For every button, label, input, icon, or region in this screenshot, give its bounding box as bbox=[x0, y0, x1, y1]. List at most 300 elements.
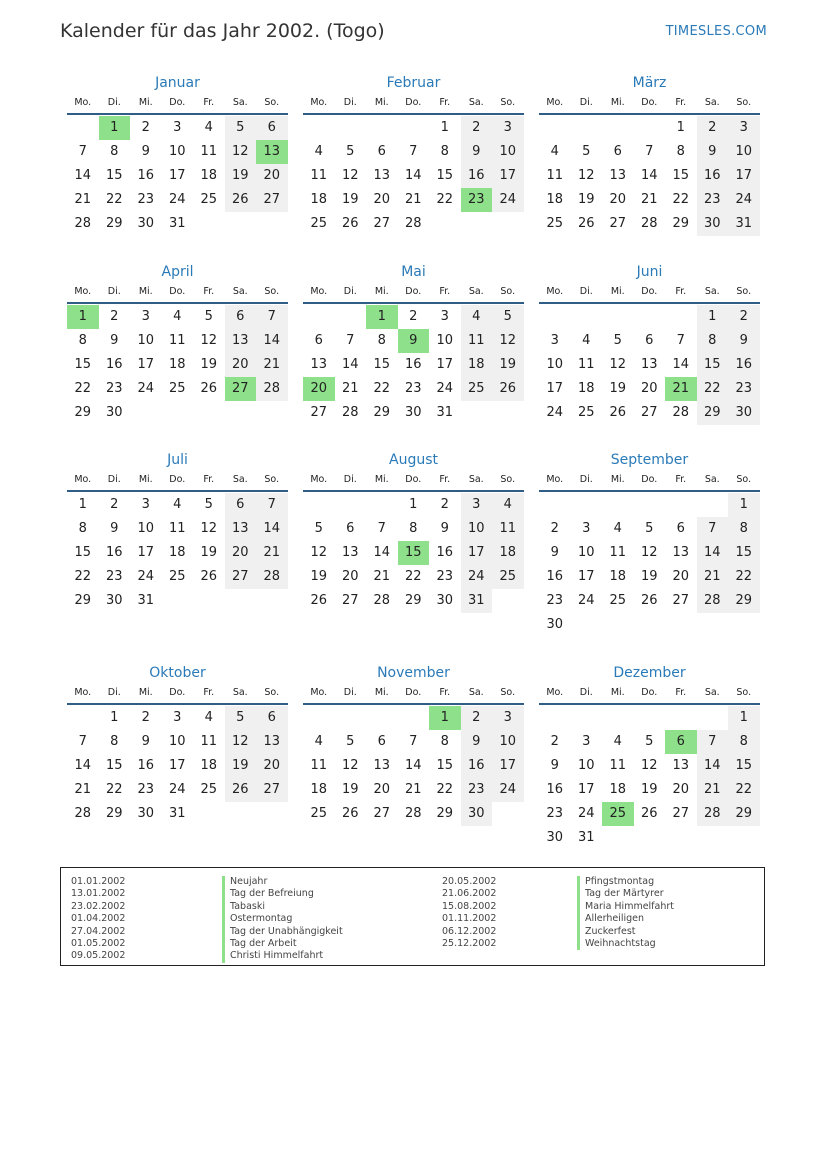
day-cell[interactable]: 17 bbox=[546, 381, 564, 396]
day-cell[interactable]: 11 bbox=[609, 758, 627, 773]
day-cell[interactable]: 2 bbox=[728, 305, 760, 329]
day-cell[interactable]: 27 bbox=[373, 806, 391, 821]
day-cell[interactable]: 13 bbox=[256, 730, 288, 754]
day-cell[interactable]: 26 bbox=[225, 778, 257, 802]
day-cell[interactable]: 12 bbox=[310, 545, 328, 560]
day-cell[interactable]: 20 bbox=[373, 782, 391, 797]
day-cell[interactable]: 21 bbox=[404, 192, 422, 207]
day-cell[interactable]: 7 bbox=[409, 734, 418, 749]
day-cell[interactable]: 28 bbox=[74, 216, 92, 231]
day-cell[interactable]: 25 bbox=[577, 405, 595, 420]
day-cell[interactable]: 21 bbox=[665, 377, 697, 401]
day-cell[interactable]: 22 bbox=[74, 569, 92, 584]
day-cell[interactable]: 22 bbox=[436, 782, 454, 797]
day-cell[interactable]: 23 bbox=[105, 569, 123, 584]
day-cell[interactable]: 20 bbox=[640, 381, 658, 396]
day-cell[interactable]: 6 bbox=[256, 706, 288, 730]
day-cell[interactable]: 23 bbox=[728, 377, 760, 401]
day-cell[interactable]: 17 bbox=[461, 541, 493, 565]
day-cell[interactable]: 26 bbox=[640, 593, 658, 608]
day-cell[interactable]: 5 bbox=[492, 305, 524, 329]
day-cell[interactable]: 6 bbox=[377, 734, 386, 749]
day-cell[interactable]: 9 bbox=[398, 329, 430, 353]
day-cell[interactable]: 6 bbox=[225, 305, 257, 329]
day-cell[interactable]: 30 bbox=[137, 806, 155, 821]
day-cell[interactable]: 30 bbox=[436, 593, 454, 608]
day-cell[interactable]: 29 bbox=[105, 216, 123, 231]
day-cell[interactable]: 20 bbox=[303, 377, 335, 401]
day-cell[interactable]: 13 bbox=[609, 168, 627, 183]
day-cell[interactable]: 23 bbox=[105, 381, 123, 396]
day-cell[interactable]: 30 bbox=[105, 593, 123, 608]
day-cell[interactable]: 16 bbox=[697, 164, 729, 188]
day-cell[interactable]: 25 bbox=[602, 802, 634, 826]
day-cell[interactable]: 22 bbox=[105, 192, 123, 207]
day-cell[interactable]: 2 bbox=[461, 706, 493, 730]
day-cell[interactable]: 3 bbox=[440, 309, 449, 324]
day-cell[interactable]: 23 bbox=[137, 192, 155, 207]
day-cell[interactable]: 8 bbox=[110, 734, 119, 749]
day-cell[interactable]: 6 bbox=[676, 521, 685, 536]
day-cell[interactable]: 23 bbox=[461, 188, 493, 212]
day-cell[interactable]: 12 bbox=[200, 333, 218, 348]
day-cell[interactable]: 18 bbox=[200, 168, 218, 183]
day-cell[interactable]: 12 bbox=[225, 730, 257, 754]
day-cell[interactable]: 9 bbox=[440, 521, 449, 536]
day-cell[interactable]: 11 bbox=[200, 734, 218, 749]
day-cell[interactable]: 24 bbox=[137, 569, 155, 584]
day-cell[interactable]: 8 bbox=[697, 329, 729, 353]
day-cell[interactable]: 17 bbox=[137, 545, 155, 560]
day-cell[interactable]: 17 bbox=[492, 164, 524, 188]
day-cell[interactable]: 10 bbox=[168, 144, 186, 159]
day-cell[interactable]: 22 bbox=[373, 381, 391, 396]
day-cell[interactable]: 19 bbox=[609, 381, 627, 396]
day-cell[interactable]: 23 bbox=[461, 778, 493, 802]
day-cell[interactable]: 16 bbox=[728, 353, 760, 377]
day-cell[interactable]: 17 bbox=[168, 168, 186, 183]
day-cell[interactable]: 21 bbox=[697, 778, 729, 802]
day-cell[interactable]: 19 bbox=[341, 192, 359, 207]
day-cell[interactable]: 26 bbox=[200, 569, 218, 584]
day-cell[interactable]: 6 bbox=[377, 144, 386, 159]
day-cell[interactable]: 21 bbox=[697, 565, 729, 589]
brand-link[interactable]: TIMESLES.COM bbox=[665, 24, 767, 39]
day-cell[interactable]: 21 bbox=[373, 569, 391, 584]
day-cell[interactable]: 8 bbox=[78, 521, 87, 536]
day-cell[interactable]: 15 bbox=[105, 168, 123, 183]
day-cell[interactable]: 8 bbox=[78, 333, 87, 348]
day-cell[interactable]: 19 bbox=[225, 164, 257, 188]
day-cell[interactable]: 21 bbox=[74, 782, 92, 797]
day-cell[interactable]: 5 bbox=[645, 734, 654, 749]
day-cell[interactable]: 11 bbox=[310, 168, 328, 183]
day-cell[interactable]: 19 bbox=[577, 192, 595, 207]
day-cell[interactable]: 24 bbox=[168, 782, 186, 797]
day-cell[interactable]: 24 bbox=[577, 806, 595, 821]
day-cell[interactable]: 13 bbox=[310, 357, 328, 372]
day-cell[interactable]: 9 bbox=[461, 140, 493, 164]
day-cell[interactable]: 19 bbox=[492, 353, 524, 377]
day-cell[interactable]: 18 bbox=[609, 569, 627, 584]
day-cell[interactable]: 11 bbox=[609, 545, 627, 560]
day-cell[interactable]: 13 bbox=[373, 168, 391, 183]
day-cell[interactable]: 24 bbox=[492, 188, 524, 212]
day-cell[interactable]: 25 bbox=[168, 381, 186, 396]
day-cell[interactable]: 18 bbox=[609, 782, 627, 797]
day-cell[interactable]: 14 bbox=[404, 168, 422, 183]
day-cell[interactable]: 26 bbox=[225, 188, 257, 212]
day-cell[interactable]: 18 bbox=[461, 353, 493, 377]
day-cell[interactable]: 25 bbox=[200, 782, 218, 797]
day-cell[interactable]: 9 bbox=[550, 545, 559, 560]
day-cell[interactable]: 27 bbox=[373, 216, 391, 231]
day-cell[interactable]: 26 bbox=[640, 806, 658, 821]
day-cell[interactable]: 4 bbox=[550, 144, 559, 159]
day-cell[interactable]: 15 bbox=[672, 168, 690, 183]
day-cell[interactable]: 28 bbox=[373, 593, 391, 608]
day-cell[interactable]: 9 bbox=[728, 329, 760, 353]
day-cell[interactable]: 1 bbox=[78, 497, 87, 512]
day-cell[interactable]: 4 bbox=[461, 305, 493, 329]
day-cell[interactable]: 5 bbox=[225, 706, 257, 730]
day-cell[interactable]: 28 bbox=[404, 806, 422, 821]
day-cell[interactable]: 1 bbox=[676, 120, 685, 135]
day-cell[interactable]: 10 bbox=[168, 734, 186, 749]
day-cell[interactable]: 23 bbox=[546, 806, 564, 821]
day-cell[interactable]: 5 bbox=[346, 144, 355, 159]
day-cell[interactable]: 7 bbox=[697, 730, 729, 754]
day-cell[interactable]: 10 bbox=[728, 140, 760, 164]
day-cell[interactable]: 1 bbox=[728, 493, 760, 517]
day-cell[interactable]: 27 bbox=[225, 377, 257, 401]
day-cell[interactable]: 9 bbox=[141, 144, 150, 159]
day-cell[interactable]: 28 bbox=[74, 806, 92, 821]
day-cell[interactable]: 9 bbox=[141, 734, 150, 749]
day-cell[interactable]: 22 bbox=[672, 192, 690, 207]
day-cell[interactable]: 29 bbox=[436, 806, 454, 821]
day-cell[interactable]: 30 bbox=[105, 405, 123, 420]
day-cell[interactable]: 9 bbox=[110, 521, 119, 536]
day-cell[interactable]: 19 bbox=[225, 754, 257, 778]
day-cell[interactable]: 31 bbox=[461, 589, 493, 613]
day-cell[interactable]: 21 bbox=[640, 192, 658, 207]
day-cell[interactable]: 3 bbox=[550, 333, 559, 348]
day-cell[interactable]: 2 bbox=[409, 309, 418, 324]
day-cell[interactable]: 7 bbox=[409, 144, 418, 159]
day-cell[interactable]: 29 bbox=[728, 589, 760, 613]
day-cell[interactable]: 11 bbox=[200, 144, 218, 159]
day-cell[interactable]: 5 bbox=[225, 116, 257, 140]
day-cell[interactable]: 1 bbox=[67, 305, 99, 329]
day-cell[interactable]: 26 bbox=[577, 216, 595, 231]
day-cell[interactable]: 10 bbox=[461, 517, 493, 541]
day-cell[interactable]: 24 bbox=[577, 593, 595, 608]
day-cell[interactable]: 3 bbox=[492, 116, 524, 140]
day-cell[interactable]: 2 bbox=[110, 497, 119, 512]
day-cell[interactable]: 29 bbox=[373, 405, 391, 420]
day-cell[interactable]: 25 bbox=[546, 216, 564, 231]
day-cell[interactable]: 26 bbox=[341, 806, 359, 821]
day-cell[interactable]: 5 bbox=[582, 144, 591, 159]
day-cell[interactable]: 30 bbox=[546, 617, 564, 632]
day-cell[interactable]: 25 bbox=[310, 216, 328, 231]
day-cell[interactable]: 16 bbox=[546, 782, 564, 797]
day-cell[interactable]: 26 bbox=[492, 377, 524, 401]
day-cell[interactable]: 15 bbox=[74, 545, 92, 560]
day-cell[interactable]: 1 bbox=[429, 706, 461, 730]
day-cell[interactable]: 14 bbox=[672, 357, 690, 372]
day-cell[interactable]: 17 bbox=[492, 754, 524, 778]
day-cell[interactable]: 27 bbox=[256, 188, 288, 212]
day-cell[interactable]: 3 bbox=[728, 116, 760, 140]
day-cell[interactable]: 7 bbox=[256, 305, 288, 329]
day-cell[interactable]: 21 bbox=[341, 381, 359, 396]
day-cell[interactable]: 17 bbox=[577, 782, 595, 797]
day-cell[interactable]: 14 bbox=[256, 329, 288, 353]
day-cell[interactable]: 19 bbox=[310, 569, 328, 584]
day-cell[interactable]: 24 bbox=[436, 381, 454, 396]
day-cell[interactable]: 8 bbox=[440, 144, 449, 159]
day-cell[interactable]: 27 bbox=[256, 778, 288, 802]
day-cell[interactable]: 11 bbox=[492, 517, 524, 541]
day-cell[interactable]: 8 bbox=[110, 144, 119, 159]
day-cell[interactable]: 28 bbox=[404, 216, 422, 231]
day-cell[interactable]: 1 bbox=[99, 116, 131, 140]
day-cell[interactable]: 13 bbox=[672, 758, 690, 773]
day-cell[interactable]: 4 bbox=[613, 734, 622, 749]
day-cell[interactable]: 14 bbox=[74, 168, 92, 183]
day-cell[interactable]: 27 bbox=[672, 593, 690, 608]
day-cell[interactable]: 24 bbox=[492, 778, 524, 802]
day-cell[interactable]: 7 bbox=[697, 517, 729, 541]
day-cell[interactable]: 28 bbox=[640, 216, 658, 231]
day-cell[interactable]: 7 bbox=[256, 493, 288, 517]
day-cell[interactable]: 28 bbox=[341, 405, 359, 420]
day-cell[interactable]: 17 bbox=[728, 164, 760, 188]
day-cell[interactable]: 8 bbox=[409, 521, 418, 536]
day-cell[interactable]: 20 bbox=[256, 164, 288, 188]
day-cell[interactable]: 21 bbox=[256, 541, 288, 565]
day-cell[interactable]: 14 bbox=[697, 754, 729, 778]
day-cell[interactable]: 10 bbox=[137, 521, 155, 536]
day-cell[interactable]: 21 bbox=[256, 353, 288, 377]
day-cell[interactable]: 25 bbox=[461, 377, 493, 401]
day-cell[interactable]: 13 bbox=[225, 329, 257, 353]
day-cell[interactable]: 19 bbox=[640, 569, 658, 584]
day-cell[interactable]: 19 bbox=[200, 545, 218, 560]
day-cell[interactable]: 18 bbox=[546, 192, 564, 207]
day-cell[interactable]: 11 bbox=[168, 333, 186, 348]
day-cell[interactable]: 22 bbox=[74, 381, 92, 396]
day-cell[interactable]: 30 bbox=[404, 405, 422, 420]
day-cell[interactable]: 27 bbox=[609, 216, 627, 231]
day-cell[interactable]: 26 bbox=[609, 405, 627, 420]
day-cell[interactable]: 17 bbox=[436, 357, 454, 372]
day-cell[interactable]: 20 bbox=[672, 782, 690, 797]
day-cell[interactable]: 14 bbox=[640, 168, 658, 183]
day-cell[interactable]: 4 bbox=[314, 734, 323, 749]
day-cell[interactable]: 12 bbox=[225, 140, 257, 164]
day-cell[interactable]: 18 bbox=[492, 541, 524, 565]
day-cell[interactable]: 3 bbox=[173, 710, 182, 725]
day-cell[interactable]: 4 bbox=[173, 497, 182, 512]
day-cell[interactable]: 21 bbox=[74, 192, 92, 207]
day-cell[interactable]: 26 bbox=[200, 381, 218, 396]
day-cell[interactable]: 8 bbox=[728, 730, 760, 754]
day-cell[interactable]: 5 bbox=[645, 521, 654, 536]
day-cell[interactable]: 9 bbox=[110, 333, 119, 348]
day-cell[interactable]: 15 bbox=[728, 754, 760, 778]
day-cell[interactable]: 19 bbox=[341, 782, 359, 797]
day-cell[interactable]: 1 bbox=[697, 305, 729, 329]
day-cell[interactable]: 15 bbox=[398, 541, 430, 565]
day-cell[interactable]: 2 bbox=[461, 116, 493, 140]
day-cell[interactable]: 15 bbox=[697, 353, 729, 377]
day-cell[interactable]: 18 bbox=[200, 758, 218, 773]
day-cell[interactable]: 18 bbox=[168, 545, 186, 560]
day-cell[interactable]: 31 bbox=[168, 216, 186, 231]
day-cell[interactable]: 28 bbox=[256, 565, 288, 589]
day-cell[interactable]: 14 bbox=[74, 758, 92, 773]
day-cell[interactable]: 29 bbox=[404, 593, 422, 608]
day-cell[interactable]: 4 bbox=[492, 493, 524, 517]
day-cell[interactable]: 31 bbox=[577, 830, 595, 845]
day-cell[interactable]: 2 bbox=[550, 734, 559, 749]
day-cell[interactable]: 6 bbox=[225, 493, 257, 517]
day-cell[interactable]: 24 bbox=[168, 192, 186, 207]
day-cell[interactable]: 31 bbox=[436, 405, 454, 420]
day-cell[interactable]: 24 bbox=[137, 381, 155, 396]
day-cell[interactable]: 19 bbox=[200, 357, 218, 372]
day-cell[interactable]: 17 bbox=[137, 357, 155, 372]
day-cell[interactable]: 7 bbox=[676, 333, 685, 348]
day-cell[interactable]: 13 bbox=[225, 517, 257, 541]
day-cell[interactable]: 5 bbox=[613, 333, 622, 348]
day-cell[interactable]: 28 bbox=[672, 405, 690, 420]
day-cell[interactable]: 20 bbox=[256, 754, 288, 778]
day-cell[interactable]: 2 bbox=[110, 309, 119, 324]
day-cell[interactable]: 5 bbox=[314, 521, 323, 536]
day-cell[interactable]: 3 bbox=[582, 734, 591, 749]
day-cell[interactable]: 16 bbox=[436, 545, 454, 560]
day-cell[interactable]: 6 bbox=[613, 144, 622, 159]
day-cell[interactable]: 22 bbox=[697, 377, 729, 401]
day-cell[interactable]: 13 bbox=[672, 545, 690, 560]
day-cell[interactable]: 30 bbox=[728, 401, 760, 425]
day-cell[interactable]: 14 bbox=[697, 541, 729, 565]
day-cell[interactable]: 26 bbox=[341, 216, 359, 231]
day-cell[interactable]: 4 bbox=[613, 521, 622, 536]
day-cell[interactable]: 22 bbox=[105, 782, 123, 797]
day-cell[interactable]: 3 bbox=[461, 493, 493, 517]
day-cell[interactable]: 1 bbox=[110, 710, 119, 725]
day-cell[interactable]: 8 bbox=[728, 517, 760, 541]
day-cell[interactable]: 10 bbox=[577, 545, 595, 560]
day-cell[interactable]: 15 bbox=[436, 168, 454, 183]
day-cell[interactable]: 10 bbox=[137, 333, 155, 348]
day-cell[interactable]: 12 bbox=[577, 168, 595, 183]
day-cell[interactable]: 1 bbox=[728, 706, 760, 730]
day-cell[interactable]: 15 bbox=[728, 541, 760, 565]
day-cell[interactable]: 14 bbox=[373, 545, 391, 560]
day-cell[interactable]: 12 bbox=[341, 168, 359, 183]
day-cell[interactable]: 7 bbox=[78, 734, 87, 749]
day-cell[interactable]: 9 bbox=[461, 730, 493, 754]
day-cell[interactable]: 23 bbox=[546, 593, 564, 608]
day-cell[interactable]: 30 bbox=[546, 830, 564, 845]
day-cell[interactable]: 3 bbox=[141, 309, 150, 324]
day-cell[interactable]: 20 bbox=[373, 192, 391, 207]
day-cell[interactable]: 30 bbox=[137, 216, 155, 231]
day-cell[interactable]: 10 bbox=[436, 333, 454, 348]
day-cell[interactable]: 25 bbox=[492, 565, 524, 589]
day-cell[interactable]: 23 bbox=[404, 381, 422, 396]
day-cell[interactable]: 18 bbox=[168, 357, 186, 372]
day-cell[interactable]: 27 bbox=[310, 405, 328, 420]
day-cell[interactable]: 4 bbox=[582, 333, 591, 348]
day-cell[interactable]: 6 bbox=[256, 116, 288, 140]
day-cell[interactable]: 11 bbox=[546, 168, 564, 183]
day-cell[interactable]: 17 bbox=[168, 758, 186, 773]
day-cell[interactable]: 22 bbox=[436, 192, 454, 207]
day-cell[interactable]: 14 bbox=[256, 517, 288, 541]
day-cell[interactable]: 4 bbox=[204, 120, 213, 135]
day-cell[interactable]: 6 bbox=[645, 333, 654, 348]
day-cell[interactable]: 16 bbox=[546, 569, 564, 584]
day-cell[interactable]: 25 bbox=[168, 569, 186, 584]
day-cell[interactable]: 16 bbox=[137, 758, 155, 773]
day-cell[interactable]: 20 bbox=[341, 569, 359, 584]
day-cell[interactable]: 12 bbox=[200, 521, 218, 536]
day-cell[interactable]: 11 bbox=[168, 521, 186, 536]
day-cell[interactable]: 4 bbox=[173, 309, 182, 324]
day-cell[interactable]: 13 bbox=[640, 357, 658, 372]
day-cell[interactable]: 19 bbox=[640, 782, 658, 797]
day-cell[interactable]: 28 bbox=[697, 589, 729, 613]
day-cell[interactable]: 29 bbox=[74, 593, 92, 608]
day-cell[interactable]: 13 bbox=[373, 758, 391, 773]
day-cell[interactable]: 6 bbox=[665, 730, 697, 754]
day-cell[interactable]: 31 bbox=[168, 806, 186, 821]
day-cell[interactable]: 3 bbox=[492, 706, 524, 730]
day-cell[interactable]: 8 bbox=[676, 144, 685, 159]
day-cell[interactable]: 5 bbox=[346, 734, 355, 749]
day-cell[interactable]: 24 bbox=[461, 565, 493, 589]
day-cell[interactable]: 24 bbox=[728, 188, 760, 212]
day-cell[interactable]: 2 bbox=[440, 497, 449, 512]
day-cell[interactable]: 23 bbox=[436, 569, 454, 584]
day-cell[interactable]: 12 bbox=[341, 758, 359, 773]
day-cell[interactable]: 25 bbox=[609, 593, 627, 608]
day-cell[interactable]: 27 bbox=[341, 593, 359, 608]
day-cell[interactable]: 12 bbox=[640, 545, 658, 560]
day-cell[interactable]: 2 bbox=[141, 710, 150, 725]
day-cell[interactable]: 28 bbox=[697, 802, 729, 826]
day-cell[interactable]: 21 bbox=[404, 782, 422, 797]
day-cell[interactable]: 16 bbox=[105, 545, 123, 560]
day-cell[interactable]: 24 bbox=[546, 405, 564, 420]
day-cell[interactable]: 31 bbox=[728, 212, 760, 236]
day-cell[interactable]: 10 bbox=[577, 758, 595, 773]
day-cell[interactable]: 16 bbox=[461, 754, 493, 778]
day-cell[interactable]: 22 bbox=[728, 565, 760, 589]
day-cell[interactable]: 12 bbox=[609, 357, 627, 372]
day-cell[interactable]: 26 bbox=[310, 593, 328, 608]
day-cell[interactable]: 7 bbox=[377, 521, 386, 536]
day-cell[interactable]: 7 bbox=[645, 144, 654, 159]
day-cell[interactable]: 6 bbox=[346, 521, 355, 536]
